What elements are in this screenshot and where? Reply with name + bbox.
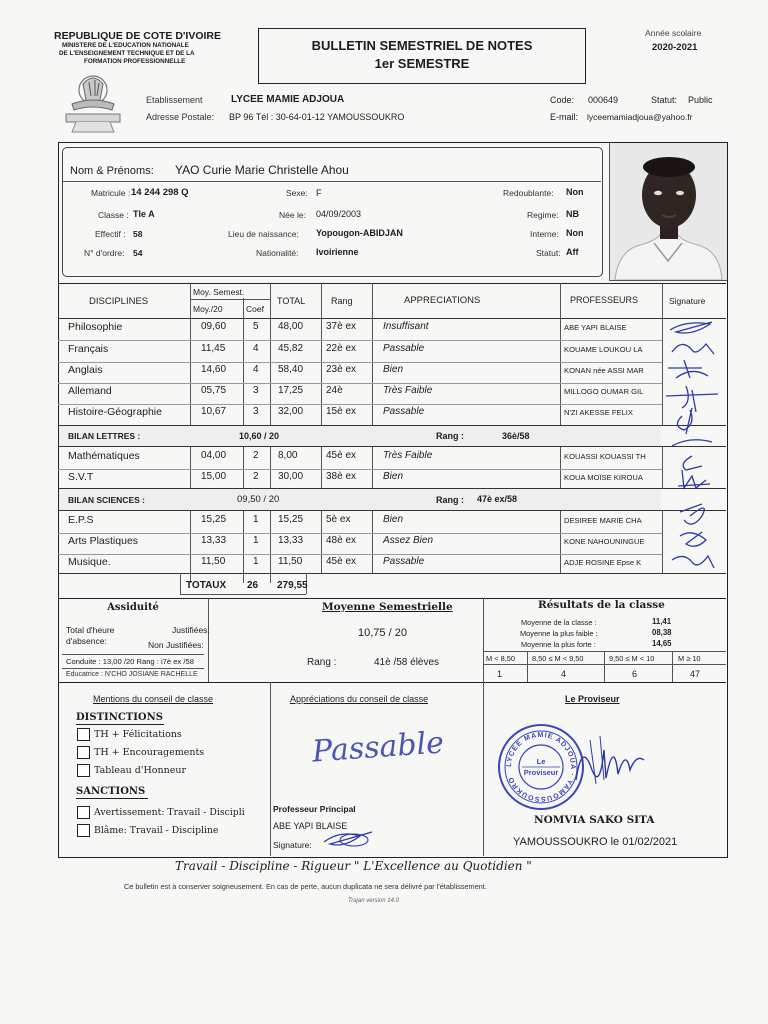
cell-app: Insuffisant	[383, 321, 429, 332]
school-year-label: Année scolaire	[645, 28, 702, 38]
cell-discipline: S.V.T	[68, 471, 94, 483]
ministry-line-3: FORMATION PROFESSIONNELLE	[84, 58, 186, 65]
interne-value: Non	[566, 228, 584, 238]
motto: Travail - Discipline - Rigueur " L'Excellence au Quotidien "	[175, 859, 532, 873]
cell-app: Très Faible	[383, 385, 433, 396]
conduite-line: Conduite : 13,00 /20 Rang : i7è ex /58	[66, 657, 194, 666]
cell-coef: 1	[253, 556, 259, 567]
moy-classe-value: 11,41	[652, 617, 672, 626]
cell-total: 58,40	[278, 364, 304, 375]
interne-label: Interne:	[530, 229, 559, 239]
student-photo	[609, 143, 727, 281]
ministry-line-1: MINISTERE DE L'EDUCATION NATIONALE	[62, 42, 189, 49]
statut-eleve-value: Aff	[566, 247, 579, 257]
col-coef: Coef	[246, 304, 264, 314]
col-disciplines: DISCIPLINES	[89, 296, 149, 307]
cell-app: Passable	[383, 406, 425, 417]
proviseur-name: NOMVIA SAKO SITA	[534, 814, 655, 826]
th-encouragements-label: TH + Encouragements	[94, 747, 205, 758]
absence-label: d'absence:	[66, 636, 107, 646]
cell-rang: 37è ex	[326, 321, 357, 332]
range-4-count: 47	[690, 669, 701, 679]
cell-coef: 4	[253, 364, 259, 375]
cell-rang: 5è ex	[326, 514, 351, 525]
cell-coef: 5	[253, 321, 259, 332]
col-signature: Signature	[669, 296, 706, 306]
cell-app: Bien	[383, 364, 404, 375]
email-value: lycеemamiadjoua@yahoo.fr	[587, 112, 693, 122]
ordre-value: 54	[133, 248, 143, 258]
cell-discipline: Mathématiques	[68, 450, 140, 462]
cell-moy: 04,00	[201, 450, 227, 461]
resultats-classe-title: Résultats de la classe	[538, 599, 665, 611]
cell-total: 11,50	[278, 556, 303, 567]
range-3-label: 9,50 ≤ M < 10	[609, 654, 655, 663]
cell-coef: 1	[253, 535, 259, 546]
bilan-sciences-rang: 47è ex/58	[477, 494, 518, 504]
cell-app: Bien	[383, 514, 404, 525]
moy-forte-label: Moyenne la plus forte :	[521, 640, 596, 649]
cell-app: Assez Bien	[383, 535, 434, 546]
col-professeurs: PROFESSEURS	[570, 295, 639, 305]
nele-label: Née le:	[279, 210, 306, 220]
rang-label: Rang :	[307, 657, 337, 668]
col-rang: Rang	[331, 296, 353, 306]
cell-total: 8,00	[278, 450, 298, 461]
rang-value: 41è /58 élèves	[374, 657, 440, 668]
prof-principal-name: ABE YAPI BLAISE	[273, 821, 348, 831]
ministry-line-2: DE L'ENSEIGNEMENT TECHNIQUE ET DE LA	[59, 50, 195, 57]
range-1-label: M < 8,50	[486, 654, 515, 663]
cell-total: 15,25	[278, 514, 304, 525]
cell-prof: KONAN née ASSI MAR	[564, 366, 644, 375]
cell-coef: 3	[253, 406, 259, 417]
cell-discipline: E.P.S	[68, 514, 94, 526]
effectif-label: Effectif :	[95, 229, 126, 239]
notice: Ce bulletin est à conserver soigneusement. En cas de perte, aucun duplicata ne sera délivré par l'établissement.	[124, 882, 487, 891]
cell-total: 30,00	[278, 471, 304, 482]
cell-app: Très Faible	[383, 450, 433, 461]
cell-moy: 09,60	[201, 321, 227, 332]
statut-value: Public	[688, 95, 713, 105]
checkbox-tableau-honneur[interactable]	[77, 764, 90, 777]
moyenne-semestrielle-title: Moyenne Semestrielle	[322, 601, 453, 613]
cell-total: 13,33	[278, 535, 304, 546]
etablissement-label: Etablissement	[146, 95, 203, 105]
bilan-sciences-label: BILAN SCIENCES :	[68, 495, 145, 505]
classe-label: Classe :	[98, 210, 129, 220]
range-2-label: 8,50 ≤ M < 9,50	[532, 654, 584, 663]
regime-label: Regime:	[527, 210, 559, 220]
moyenne-semestrielle-value: 10,75 / 20	[358, 627, 407, 639]
prof-principal-label: Professeur Principal	[273, 804, 356, 814]
blame-label: Blâme: Travail - Discipline	[94, 825, 219, 836]
checkbox-avertissement[interactable]	[77, 806, 90, 819]
cell-moy: 11,50	[201, 556, 226, 567]
range-1-count: 1	[497, 669, 503, 679]
col-total: TOTAL	[277, 296, 306, 306]
bilan-sciences-rang-label: Rang :	[436, 495, 464, 505]
distinctions-heading: DISTINCTIONS	[76, 712, 163, 723]
handwritten-appreciation: Passable	[310, 725, 446, 770]
cell-prof: ADJE ROSINE Epse K	[564, 558, 642, 567]
cell-moy: 10,67	[201, 406, 227, 417]
place-date: YAMOUSSOUKRO le 01/02/2021	[513, 836, 678, 848]
cell-app: Passable	[383, 556, 425, 567]
cell-app: Bien	[383, 471, 404, 482]
cell-total: 48,00	[278, 321, 304, 332]
name-label: Nom & Prénoms:	[70, 165, 154, 177]
nationalite-label: Nationalité:	[256, 248, 299, 258]
total-heure-label: Total d'heure	[66, 625, 115, 635]
cell-prof: ABE YAPI BLAISE	[564, 323, 627, 332]
th-felicitations-label: TH + Félicitations	[94, 729, 182, 740]
moy-faible-value: 08,38	[652, 628, 672, 637]
etablissement-value: LYCEE MAMIE ADJOUA	[231, 94, 345, 105]
cell-prof: DESIREE MARIE CHA	[564, 516, 642, 525]
coat-of-arms-icon	[58, 66, 128, 136]
cell-rang: 24è	[326, 385, 343, 396]
cell-rang: 22è ex	[326, 343, 357, 354]
cell-moy: 14,60	[201, 364, 227, 375]
svg-text:LYCEE MAMIE ADJOUA · YAMOUSSOU: LYCEE MAMIE ADJOUA · YAMOUSSOUKRO	[505, 731, 577, 803]
school-year-value: 2020-2021	[652, 42, 698, 53]
proviseur-title: Le Proviseur	[565, 694, 620, 704]
code-value: 000649	[588, 95, 619, 105]
cell-moy: 15,25	[201, 514, 227, 525]
cell-prof: KOUA MOÏSE KIROUA	[564, 473, 643, 482]
proviseur-signature	[570, 730, 650, 790]
cell-rang: 48è ex	[326, 535, 357, 546]
bilan-sciences-moy: 09,50 / 20	[237, 494, 280, 505]
cell-total: 32,00	[278, 406, 304, 417]
cell-discipline: Musique.	[68, 556, 111, 568]
cell-rang: 45è ex	[326, 556, 357, 567]
col-moy20: Moy./20	[193, 304, 223, 314]
cell-moy: 11,45	[201, 343, 226, 354]
moy-faible-label: Moyenne la plus faible :	[520, 629, 598, 638]
lieu-value: Yopougon-ABIDJAN	[316, 228, 403, 238]
checkbox-blame[interactable]	[77, 824, 90, 837]
cell-prof: KONE NAHOUNINGUE	[564, 537, 645, 546]
cell-discipline: Français	[68, 343, 109, 355]
cell-prof: KOUASSI KOUASSI TH	[564, 452, 646, 461]
classe-value: Tle A	[133, 209, 155, 219]
sexe-value: F	[316, 188, 322, 198]
matricule-value: 14 244 298 Q	[131, 187, 189, 198]
student-name: YAO Curie Marie Christelle Ahou	[175, 163, 349, 177]
bilan-lettres-rang: 36è/58	[502, 431, 530, 441]
assiduite-title: Assiduité	[107, 602, 159, 613]
statut-label: Statut:	[651, 95, 678, 105]
cell-coef: 4	[253, 343, 259, 354]
tableau-honneur-label: Tableau d'Honneur	[94, 765, 187, 776]
col-moy-semest: Moy. Semest.	[193, 287, 245, 297]
code-label: Code:	[550, 95, 575, 105]
redoublante-value: Non	[566, 187, 584, 197]
redoublante-label: Redoublante:	[503, 188, 554, 198]
moy-classe-label: Moyenne de la classe :	[521, 618, 597, 627]
nationalite-value: Ivoirienne	[316, 247, 359, 257]
cell-prof: KOUAME LOUKOU LA	[564, 345, 643, 354]
mentions-title: Mentions du conseil de classe	[93, 694, 214, 704]
appreciations-conseil-title: Appréciations du conseil de classe	[290, 694, 429, 704]
effectif-value: 58	[133, 229, 143, 239]
cell-rang: 45è ex	[326, 450, 357, 461]
bulletin-title: BULLETIN SEMESTRIEL DE NOTES	[311, 38, 533, 53]
cell-discipline: Anglais	[68, 364, 103, 376]
range-3-count: 6	[632, 669, 638, 679]
educatrice-line: Educatrice : N'CHO JOSIANE RACHELLE	[66, 671, 198, 678]
totaux-label: TOTAUX	[186, 580, 227, 591]
totaux-coef: 26	[247, 580, 259, 591]
cell-discipline: Philosophie	[68, 321, 123, 333]
stamp-center-text: Le Proviseur	[523, 757, 559, 777]
cell-discipline: Arts Plastiques	[68, 535, 139, 547]
nele-value: 04/09/2003	[316, 209, 362, 219]
cell-discipline: Histoire-Géographie	[68, 406, 162, 418]
adresse-value: BP 96 Tél : 30-64-01-12 YAMOUSSOUKRO	[229, 112, 405, 122]
cell-discipline: Allemand	[68, 385, 112, 397]
cell-prof: N'ZI AKESSE FELIX	[564, 408, 633, 417]
non-justifiees-label: Non Justifiées:	[148, 640, 204, 650]
cell-rang: 23è ex	[326, 364, 357, 375]
justifiees-label: Justifiées:	[172, 625, 210, 635]
country-name: REPUBLIQUE DE COTE D'IVOIRE	[54, 30, 222, 42]
cell-moy: 13,33	[201, 535, 227, 546]
range-4-label: M ≥ 10	[678, 654, 701, 663]
cell-total: 45,82	[278, 343, 304, 354]
cell-app: Passable	[383, 343, 425, 354]
checkbox-th-encouragements[interactable]	[77, 746, 90, 759]
ordre-label: N° d'ordre:	[84, 248, 125, 258]
version: Trajan version 14.0	[348, 898, 399, 904]
adresse-label: Adresse Postale:	[146, 112, 215, 122]
avertissement-label: Avertissement: Travail - Discipli	[94, 807, 245, 818]
cell-coef: 3	[253, 385, 259, 396]
cell-rang: 15è ex	[326, 406, 357, 417]
cell-rang: 38è ex	[326, 471, 357, 482]
bilan-lettres-moy: 10,60 / 20	[239, 431, 280, 441]
bilan-lettres-rang-label: Rang :	[436, 431, 464, 441]
prof-principal-signature	[320, 826, 380, 850]
lieu-label: Lieu de naissance:	[228, 229, 299, 239]
range-2-count: 4	[561, 669, 567, 679]
cell-coef: 2	[253, 450, 259, 461]
cell-coef: 1	[253, 514, 259, 525]
cell-moy: 05,75	[201, 385, 227, 396]
regime-value: NB	[566, 209, 579, 219]
col-appreciations: APPRECIATIONS	[404, 295, 481, 306]
cell-total: 17,25	[278, 385, 304, 396]
signature-label: Signature:	[273, 840, 312, 850]
sanctions-heading: SANCTIONS	[76, 786, 146, 797]
sexe-label: Sexe:	[286, 188, 308, 198]
moy-forte-value: 14,65	[652, 639, 672, 648]
totaux-total: 279,55	[277, 580, 308, 591]
cell-prof: MILLOGO OUMAR GIL	[564, 387, 644, 396]
teacher-signatures	[662, 316, 726, 576]
statut-eleve-label: Statut:	[536, 248, 561, 258]
matricule-label: Matricule :	[91, 188, 131, 198]
semester-title: 1er SEMESTRE	[374, 56, 470, 71]
cell-coef: 2	[253, 471, 259, 482]
email-label: E-mail:	[550, 112, 579, 122]
checkbox-th-felicitations[interactable]	[77, 728, 90, 741]
bilan-lettres-label: BILAN LETTRES :	[68, 431, 141, 441]
cell-moy: 15,00	[201, 471, 227, 482]
